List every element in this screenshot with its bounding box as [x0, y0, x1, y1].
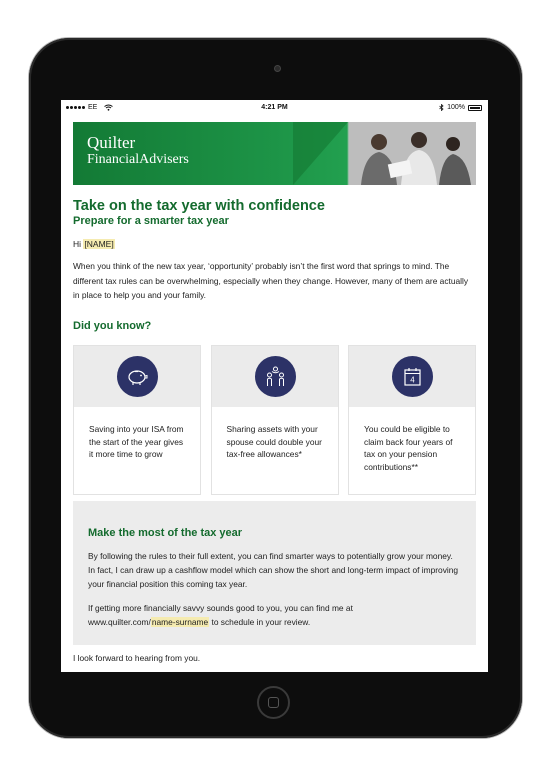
- card-sharing-text: Sharing assets with your spouse could double your tax-free allowances*: [226, 424, 322, 459]
- make-the-most-para2: [88, 601, 461, 629]
- banner-photo: [349, 122, 476, 185]
- quilter-logo: Quilter FinancialAdvisers: [87, 133, 189, 167]
- bluetooth-icon: [439, 104, 444, 111]
- url-placeholder: name-surname: [151, 617, 209, 627]
- status-time: 4:21 PM: [261, 104, 288, 111]
- people-sharing-icon: [264, 365, 287, 388]
- home-button[interactable]: [257, 686, 290, 719]
- make-the-most-para1: By following the rules to their full extent, you can find smarter ways to potentially grow your money. In fact, I can draw up a cashflow model which can show the short and long-term impact of improving your financial position this coming tax year.: [88, 551, 459, 589]
- info-cards: [73, 345, 476, 495]
- calendar-icon: [401, 365, 424, 388]
- para2-end: to schedule in your review.: [209, 617, 311, 627]
- card-isa-text: Saving into your ISA from the start of the year gives it more time to grow: [89, 424, 184, 459]
- para2-start: If getting more financially savvy sounds good to you, you can find me at: [88, 603, 353, 613]
- closing-line: I look forward to hearing from you.: [73, 653, 201, 663]
- card-pension-text: You could be eligible to claim back four years of tax on your pension contributions**: [364, 424, 453, 472]
- status-bar: [61, 100, 488, 117]
- tablet-screen: [61, 100, 488, 672]
- make-the-most-section: [73, 501, 476, 645]
- review-link[interactable]: www.quilter.com/name-surname: [88, 617, 209, 627]
- email-content: [73, 198, 476, 303]
- card-pension: [348, 345, 476, 495]
- battery-indicator: [439, 104, 482, 111]
- battery-icon: [468, 105, 482, 111]
- email-banner: [73, 122, 476, 185]
- battery-percent: 100%: [447, 104, 465, 111]
- intro-paragraph: When you think of the new tax year, ‘opportunity’ probably isn’t the first word that springs to mind. The different tax rules can be overwhelming, especially when they change. However, many of them are actually in place to help you and your family.: [73, 261, 469, 300]
- did-you-know-heading: Did you know?: [73, 320, 152, 332]
- carrier-label: EE: [88, 104, 98, 111]
- card-isa: [73, 345, 201, 495]
- email-title: Take on the tax year with confidence: [73, 198, 325, 214]
- greeting-text: Hi: [73, 239, 82, 249]
- calendar-number: 4: [410, 375, 415, 385]
- piggy-bank-icon: [126, 365, 149, 388]
- greeting: [73, 239, 476, 249]
- make-the-most-heading: Make the most of the tax year: [88, 527, 243, 539]
- camera-icon: [274, 65, 281, 72]
- name-placeholder: [NAME]: [84, 239, 114, 249]
- email-subtitle: Prepare for a smarter tax year: [73, 215, 229, 227]
- card-sharing: [211, 345, 339, 495]
